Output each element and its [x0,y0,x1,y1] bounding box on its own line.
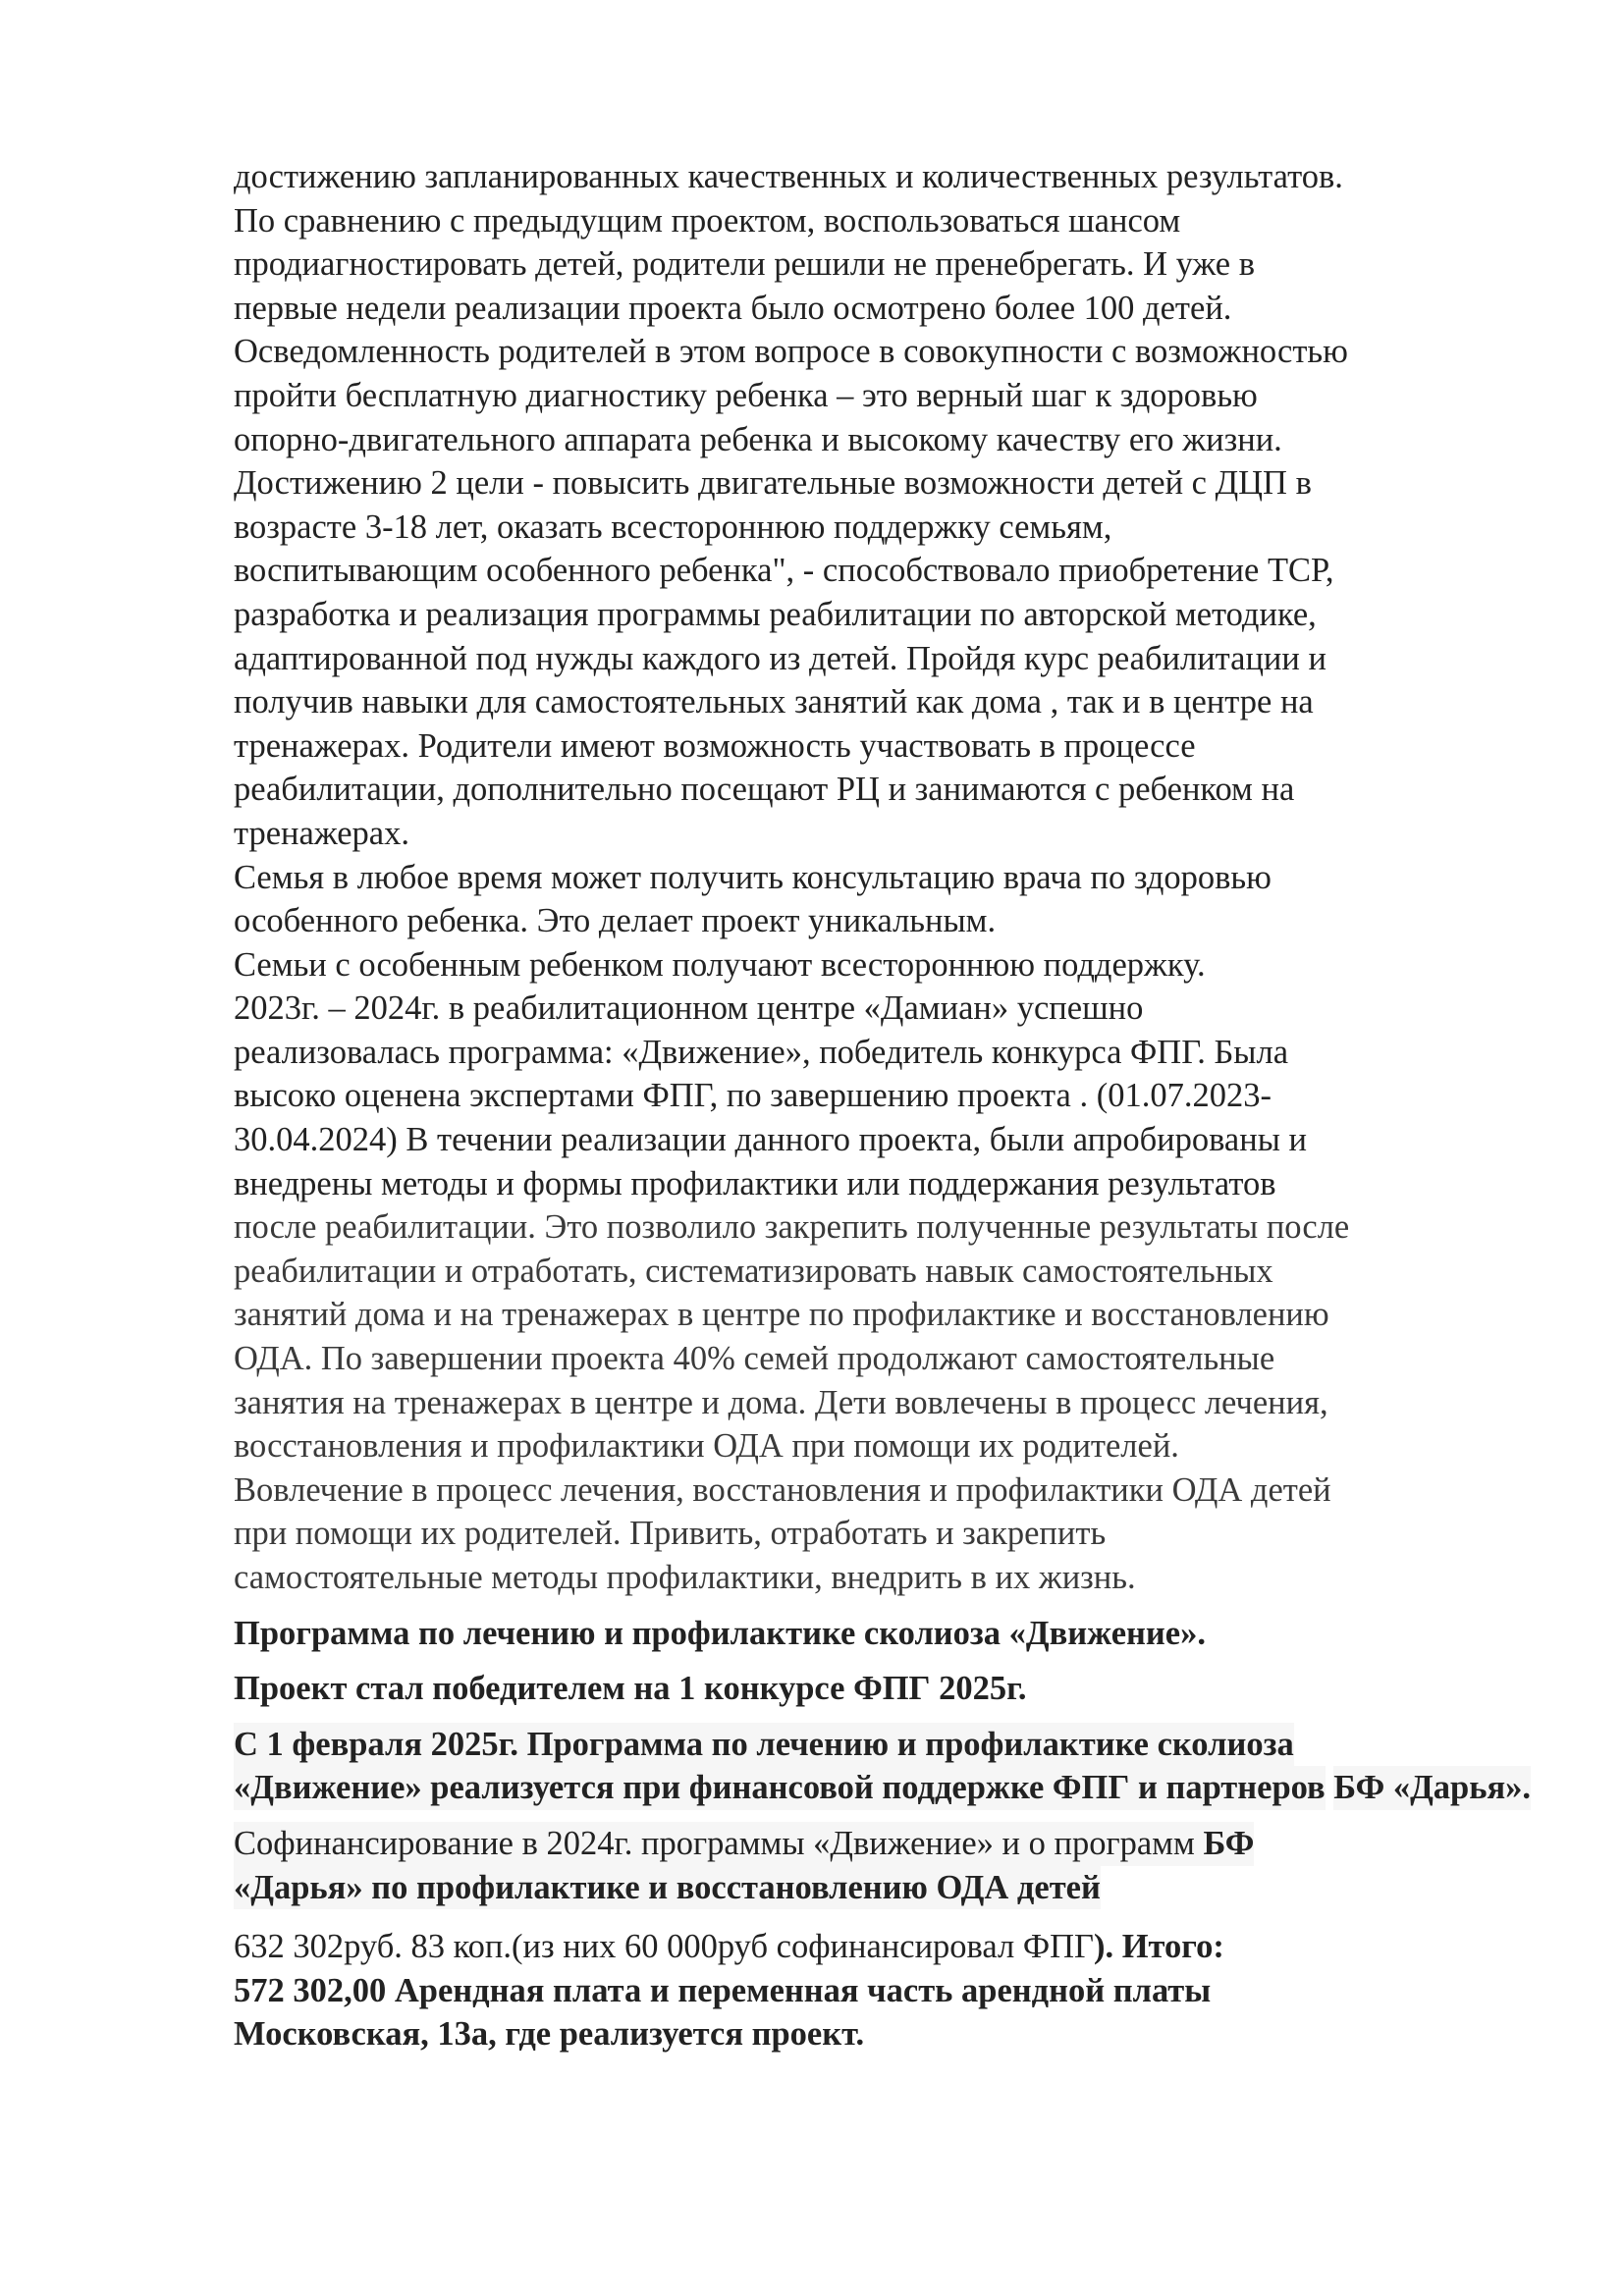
totals-block [234,1925,1540,2056]
text-line: Вовлечение в процесс лечения, восстановления и профилактики ОДА детей [234,1470,1331,1509]
text-line: пройти бесплатную диагностику ребенка – это верный шаг к здоровью [234,376,1258,414]
text-line: занятий дома и на тренажерах в центре по профилактике и восстановлению [234,1296,1329,1334]
cofinancing-block [234,1822,1540,1909]
text-line: По сравнению с предыдущим проектом, воспользоваться шансом [234,201,1181,240]
text-line: Семьи с особенным ребенком получают всестороннюю поддержку. [234,945,1206,984]
document-page [234,155,1540,2056]
body-text [234,155,1540,1600]
text-line: 30.04.2024) В течении реализации данного проекта, были апробированы и [234,1121,1307,1159]
text-line: адаптированной под нужды каждого из детей. Пройдя курс реабилитации и [234,639,1326,677]
funding-heading-block [234,1723,1540,1810]
program-heading: Программа по лечению и профилактике сколиоза «Движение». [234,1614,1206,1652]
text-line: первые недели реализации проекта было осмотрено более 100 детей. [234,289,1232,327]
text-line: достижению запланированных качественных и количественных результатов. [234,158,1343,195]
winner-heading-block [234,1667,1540,1711]
text-line: опорно-двигательного аппарата ребенка и высокому качеству его жизни. [234,420,1282,458]
text-line: после реабилитации. Это позволило закрепить полученные результаты после [234,1208,1350,1247]
text-line: ОДА. По завершении проекта 40% семей продолжают самостоятельные [234,1340,1275,1378]
text-line: воспитывающим особенного ребенка", - способствовало приобретение ТСР, [234,552,1334,590]
totals-amount: 632 302руб. 83 коп.(из них 60 000руб софинансировал ФПГ [234,1928,1094,1966]
text-line: тренажерах. Родители имеют возможность участвовать в процессе [234,726,1196,765]
winner-heading: Проект стал победителем на 1 конкурсе ФПГ 2025г. [234,1670,1027,1708]
text-line: тренажерах. [234,814,409,852]
text-line: реабилитации, дополнительно посещают РЦ и занимаются с ребенком на [234,771,1295,809]
text-line: возрасте 3-18 лет, оказать всестороннюю поддержку семьям, [234,507,1112,546]
cofinancing-fund: БФ [1203,1824,1255,1862]
text-line: 2023г. – 2024г. в реабилитационном центре «Дамиан» успешно [234,989,1144,1028]
text-line: Семья в любое время может получить консультацию врача по здоровью [234,858,1272,896]
cofinancing-line [234,1822,1254,1866]
text-line: разработка и реализация программы реабилитации по авторской методике, [234,595,1317,633]
text-line: продиагностировать детей, родители решили не пренебрегать. И уже в [234,245,1256,284]
totals-label: ). Итого: [1093,1928,1224,1966]
cofinancing-line: «Дарья» по профилактике и восстановлению ОДА детей [234,1866,1101,1910]
program-heading-block [234,1612,1540,1656]
text-line: высоко оценена экспертами ФПГ, по завершению проекта . (01.07.2023- [234,1077,1272,1115]
text-line: реализовалась программа: «Движение», победитель конкурса ФПГ. Была [234,1033,1289,1071]
text-line: занятия на тренажерах в центре и дома. Дети вовлечены в процесс лечения, [234,1383,1328,1421]
text-line: восстановления и профилактики ОДА при помощи их родителей. [234,1427,1179,1466]
text-line: получив навыки для самостоятельных занятий как дома , так и в центре на [234,683,1314,721]
cofinancing-text: Софинансирование в 2024г. программы «Движение» и о программ [234,1824,1204,1862]
totals-line: Московская, 13а, где реализуется проект. [234,2015,865,2054]
totals-line: 572 302,00 Арендная плата и переменная часть арендной платы [234,1971,1212,2009]
funding-line: БФ «Дарья». [1333,1766,1531,1810]
text-line: Достижению 2 цели - повысить двигательные возможности детей с ДЦП в [234,464,1312,503]
text-line: Осведомленность родителей в этом вопросе в совокупности с возможностью [234,333,1348,371]
funding-line: «Движение» реализуется при финансовой поддержке ФПГ и партнеров [234,1766,1326,1810]
text-line: реабилитации и отработать, систематизировать навык самостоятельных [234,1252,1273,1290]
text-line: самостоятельные методы профилактики, внедрить в их жизнь. [234,1559,1136,1596]
funding-line: С 1 февраля 2025г. Программа по лечению и профилактике сколиоза [234,1723,1294,1767]
text-line: при помощи их родителей. Привить, отработать и закрепить [234,1515,1107,1553]
totals-line [234,1925,1540,1969]
text-line: внедрены методы и формы профилактики или поддержания результатов [234,1164,1276,1202]
text-line: особенного ребенка. Это делает проект уникальным. [234,902,997,940]
